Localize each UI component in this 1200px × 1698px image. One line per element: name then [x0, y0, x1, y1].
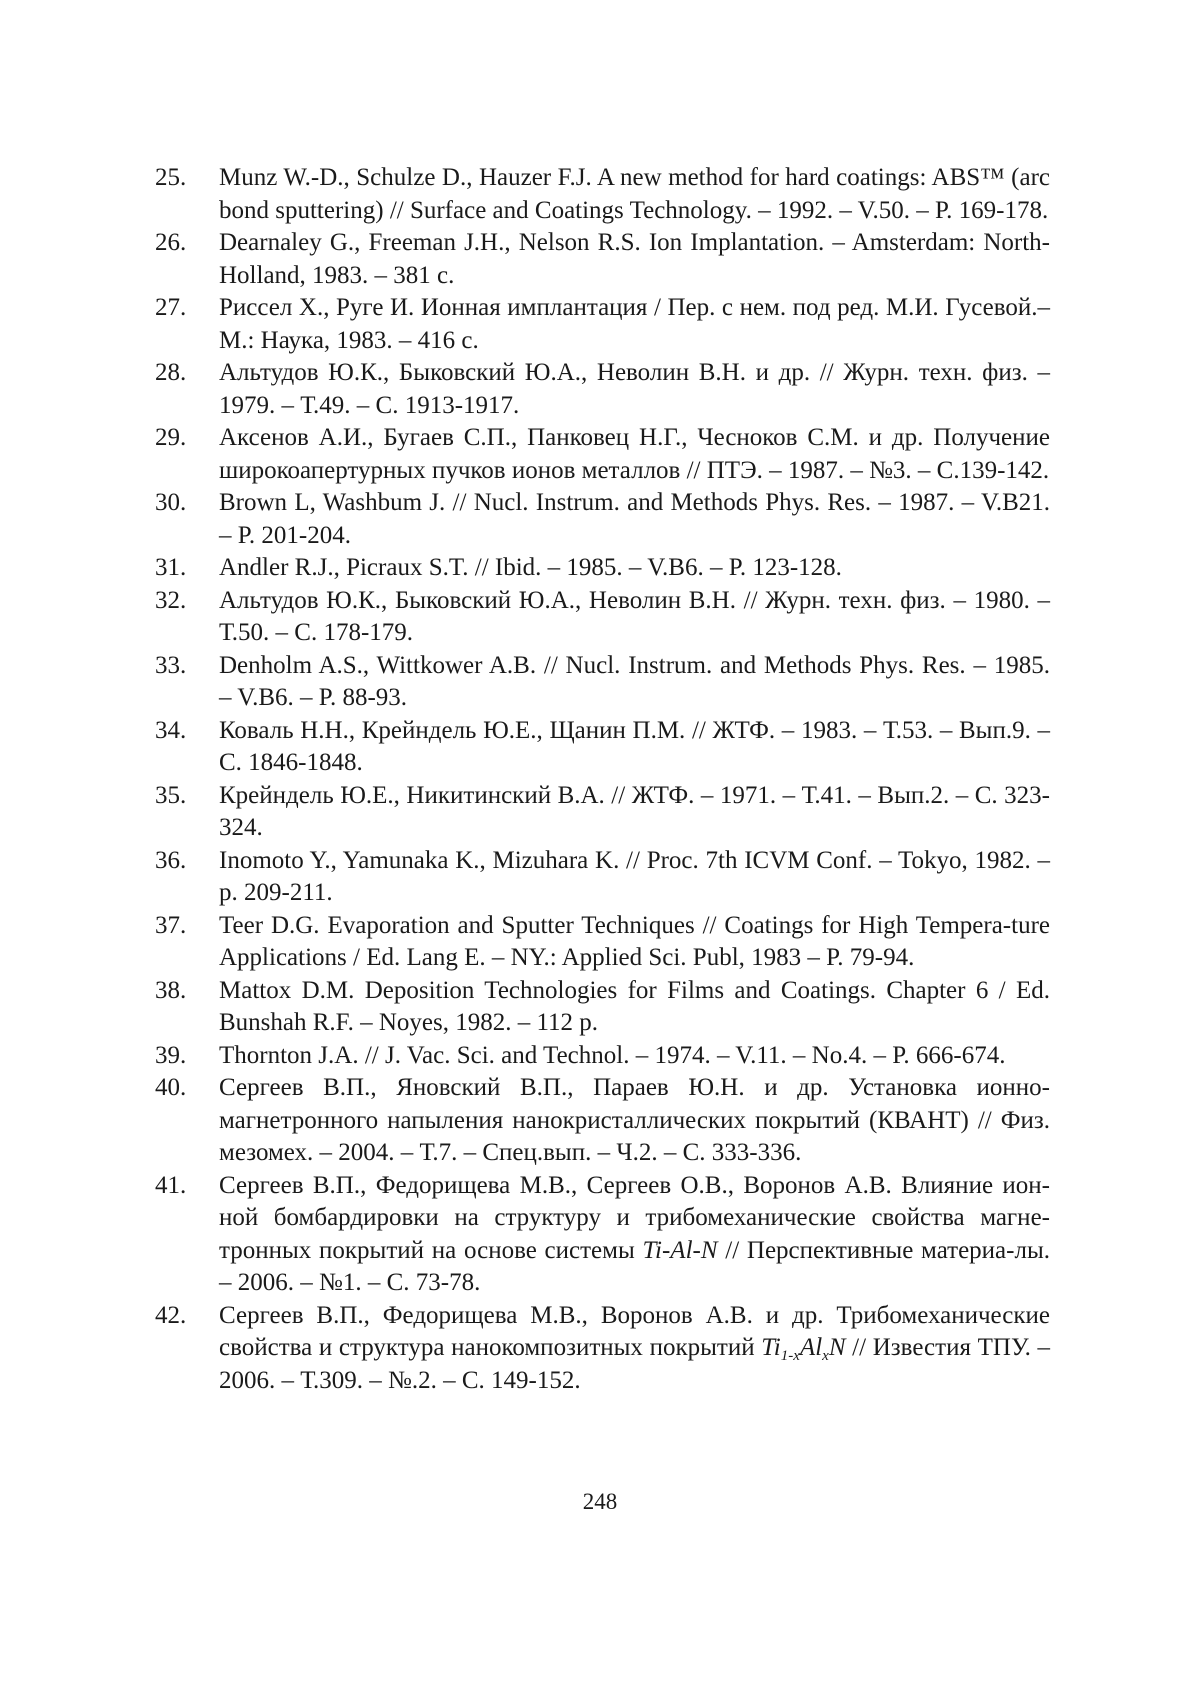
reference-number: 34.	[155, 716, 187, 744]
reference-number: 27.	[155, 294, 187, 321]
formula-element: Al	[799, 1334, 823, 1361]
formula-subscript: x	[822, 1348, 829, 1364]
reference-number: 38.	[155, 976, 187, 1004]
reference-number: 30.	[155, 489, 187, 516]
reference-item	[155, 975, 1050, 1040]
formula-element: Ti	[761, 1334, 781, 1361]
reference-item	[155, 650, 1050, 715]
reference-number: 39.	[155, 1041, 187, 1069]
reference-item	[155, 162, 1050, 227]
reference-number: 41.	[155, 1171, 187, 1199]
reference-item	[155, 552, 1050, 585]
reference-text: Dearnaley G., Freeman J.H., Nelson R.S. Ion Implantation. – Amsterdam: North-Holland, 1983. – 381 c.	[219, 229, 1050, 289]
reference-number: 26.	[155, 229, 187, 256]
reference-text-part: // Перспективные материа-лы. – 2006. – №1. – С. 73-78.	[219, 1236, 1050, 1296]
reference-item	[155, 780, 1050, 845]
reference-text: Andler R.J., Picraux S.T. // Ibid. – 1985. – V.B6. – P. 123-128.	[219, 554, 842, 581]
reference-text	[219, 1170, 1050, 1300]
page-number: 248	[582, 1489, 618, 1514]
reference-text: Munz W.-D., Schulze D., Hauzer F.J. A new method for hard coatings: ABS™ (arc bond sputtering) // Surface and Coatings Technology. – 1992. – V.50. – P. 169-178.	[219, 164, 1050, 224]
reference-text: Thornton J.A. // J. Vac. Sci. and Technol. – 1974. – V.11. – No.4. – P. 666-674.	[219, 1041, 1006, 1069]
reference-text: Коваль Н.Н., Крейндель Ю.Е., Щанин П.М. // ЖТФ. – 1983. – Т.53. – Вып.9. – С. 1846-1848.	[219, 716, 1050, 776]
reference-item	[155, 1170, 1050, 1300]
reference-number: 42.	[155, 1301, 187, 1329]
reference-item	[155, 715, 1050, 780]
reference-text-part: // Известия ТПУ. – 2006. – Т.309. – №.2. – С. 149-152.	[219, 1334, 1050, 1394]
reference-text: Аксенов А.И., Бугаев С.П., Панковец Н.Г., Чесноков С.М. и др. Получение широкоапертурных пучков ионов металлов // ПТЭ. – 1987. – №3. – С.139-142.	[219, 424, 1050, 484]
reference-number: 31.	[155, 554, 187, 581]
reference-item	[155, 487, 1050, 552]
reference-text-part: Сергеев В.П., Федорищева М.В., Сергеев О.В., Воронов А.В. Влияние ион-ной бомбардировки на структуру и трибомеханические свойства магне-тронных покрытий на основе системы	[219, 1171, 1050, 1264]
reference-text: Альтудов Ю.К., Быковский Ю.А., Неволин В.Н. // Журн. техн. физ. – 1980. – Т.50. – С. 178-179.	[219, 586, 1050, 646]
reference-number: 37.	[155, 911, 187, 939]
reference-text: Альтудов Ю.К., Быковский Ю.А., Неволин В.Н. и др. // Журн. техн. физ. – 1979. – Т.49. – С. 1913-1917.	[219, 359, 1050, 419]
reference-text	[219, 1300, 1050, 1398]
reference-text: Крейндель Ю.Е., Никитинский В.А. // ЖТФ. – 1971. – Т.41. – Вып.2. – С. 323-324.	[219, 781, 1050, 841]
reference-text: Сергеев В.П., Яновский В.П., Параев Ю.Н. и др. Установка ионно-магнетронного напыления нанокристаллических покрытий (КВАНТ) // Физ. мезомех. – 2004. – Т.7. – Спец.вып. – Ч.2. – С. 333-336.	[219, 1074, 1050, 1166]
reference-number: 32.	[155, 586, 187, 614]
reference-item	[155, 357, 1050, 422]
reference-number: 36.	[155, 846, 187, 874]
reference-item	[155, 585, 1050, 650]
reference-text: Teer D.G. Evaporation and Sputter Techniques // Coatings for High Tempera-ture Applications / Ed. Lang E. – NY.: Applied Sci. Publ, 1983 – P. 79-94.	[219, 911, 1050, 971]
reference-text: Mattox D.M. Deposition Technologies for Films and Coatings. Chapter 6 / Ed. Bunshah R.F. – Noyes, 1982. – 112 p.	[219, 976, 1050, 1036]
reference-item	[155, 227, 1050, 292]
reference-item	[155, 1040, 1050, 1073]
reference-text: Риссел Х., Руге И. Ионная имплантация / Пер. с нем. под ред. М.И. Гусевой.– М.: Наука, 1983. – 416 с.	[219, 294, 1050, 354]
reference-text-part: Сергеев В.П., Федорищева М.В., Воронов А.В. и др. Трибомеханические свойства и структура нанокомпозитных покрытий	[219, 1301, 1050, 1361]
reference-item	[155, 422, 1050, 487]
chemical-formula	[761, 1334, 846, 1364]
reference-number: 29.	[155, 424, 187, 451]
reference-number: 40.	[155, 1074, 187, 1101]
reference-item	[155, 1300, 1050, 1398]
reference-number: 33.	[155, 651, 187, 679]
reference-item	[155, 1072, 1050, 1170]
material-system-formula: Ti-Al-N	[642, 1236, 718, 1264]
reference-item	[155, 292, 1050, 357]
reference-item	[155, 845, 1050, 910]
reference-text: Denholm A.S., Wittkower A.B. // Nucl. Instrum. and Methods Phys. Res. – 1985. – V.B6. – P. 88-93.	[219, 651, 1050, 711]
formula-element: N	[828, 1334, 846, 1361]
reference-number: 28.	[155, 359, 187, 386]
reference-list	[155, 162, 1050, 1397]
reference-item	[155, 910, 1050, 975]
reference-text: Inomoto Y., Yamunaka K., Mizuhara K. // Proc. 7th ICVM Conf. – Tokyo, 1982. – p. 209-211.	[219, 846, 1050, 906]
formula-subscript: 1-x	[780, 1348, 800, 1364]
reference-number: 25.	[155, 164, 187, 191]
reference-number: 35.	[155, 781, 187, 809]
reference-text: Brown L, Washbum J. // Nucl. Instrum. and Methods Phys. Res. – 1987. – V.B21. – P. 201-204.	[219, 489, 1050, 549]
